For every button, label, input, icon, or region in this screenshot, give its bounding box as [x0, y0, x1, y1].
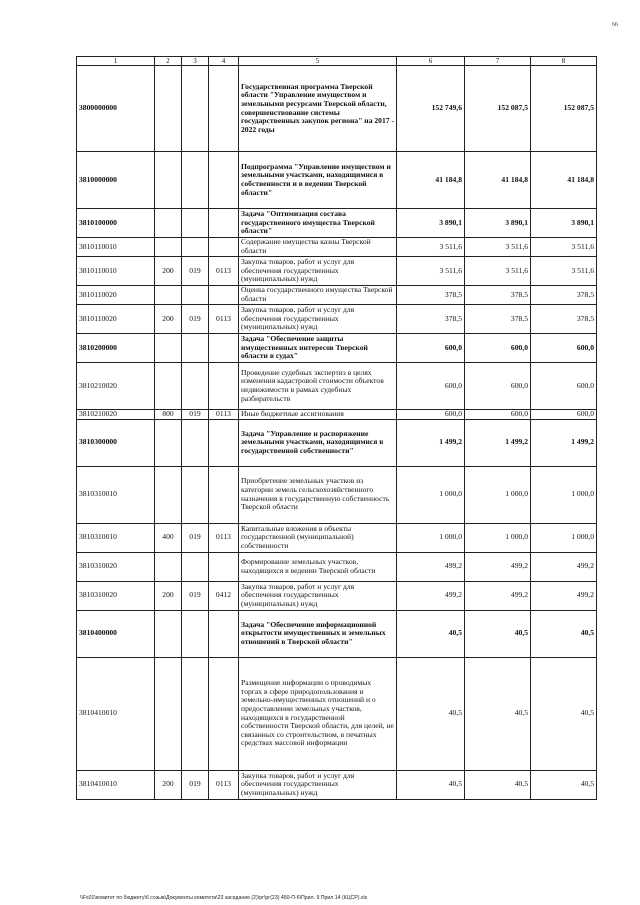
table-header-row: [77, 57, 597, 66]
amount-col8-cell: 600,0: [531, 363, 597, 410]
amount-col8-cell: 41 184,8: [531, 152, 597, 209]
item-name-cell: Подпрограмма "Управление имуществом и земельными участками, находящимися в собственности и в ведении Тверской области": [239, 152, 397, 209]
section-code-cell: [209, 610, 239, 657]
section-code-cell: [209, 238, 239, 257]
table-row: [77, 523, 597, 552]
section-code-cell: [209, 66, 239, 152]
expense-type-cell: 400: [155, 523, 182, 552]
expense-type-cell: [155, 209, 182, 238]
expense-type-cell: [155, 610, 182, 657]
item-name-cell: Закупка товаров, работ и услуг для обеспечения государственных (муниципальных) нужд: [239, 305, 397, 334]
expense-type-cell: [155, 286, 182, 305]
amount-col7-cell: 3 511,6: [465, 257, 531, 286]
amount-col6-cell: 499,2: [397, 552, 465, 581]
department-code-cell: 019: [182, 410, 209, 420]
classification-code-cell: 3810400000: [77, 610, 155, 657]
department-code-cell: [182, 610, 209, 657]
expense-type-cell: [155, 152, 182, 209]
amount-col6-cell: 40,5: [397, 657, 465, 770]
amount-col6-cell: 600,0: [397, 334, 465, 363]
classification-code-cell: 3800000000: [77, 66, 155, 152]
expense-type-cell: [155, 334, 182, 363]
section-code-cell: [209, 152, 239, 209]
budget-table: [76, 56, 597, 800]
table-row: [77, 419, 597, 466]
department-code-cell: [182, 466, 209, 523]
amount-col7-cell: 41 184,8: [465, 152, 531, 209]
amount-col8-cell: 1 499,2: [531, 419, 597, 466]
section-code-cell: [209, 657, 239, 770]
department-code-cell: [182, 152, 209, 209]
item-name-cell: Проведение судебных экспертиз в целях изменения кадастровой стоимости объектов недвижимости в рамках судебных разбирательств: [239, 363, 397, 410]
department-code-cell: 019: [182, 305, 209, 334]
table-row: [77, 257, 597, 286]
table-row: [77, 66, 597, 152]
amount-col7-cell: 3 890,1: [465, 209, 531, 238]
section-code-cell: [209, 334, 239, 363]
table-row: [77, 552, 597, 581]
section-code-cell: [209, 466, 239, 523]
amount-col8-cell: 3 511,6: [531, 257, 597, 286]
classification-code-cell: 3810310020: [77, 581, 155, 610]
classification-code-cell: 3810310010: [77, 466, 155, 523]
header-cell: 6: [397, 57, 465, 66]
header-cell: 8: [531, 57, 597, 66]
page-number: 66: [612, 22, 618, 28]
table-row: [77, 334, 597, 363]
amount-col7-cell: 378,5: [465, 286, 531, 305]
amount-col6-cell: 41 184,8: [397, 152, 465, 209]
amount-col8-cell: 378,5: [531, 305, 597, 334]
amount-col7-cell: 40,5: [465, 770, 531, 799]
department-code-cell: [182, 209, 209, 238]
item-name-cell: Задача "Оптимизация состава государственного имущества Тверской области": [239, 209, 397, 238]
amount-col7-cell: 600,0: [465, 334, 531, 363]
header-cell: 2: [155, 57, 182, 66]
amount-col8-cell: 40,5: [531, 770, 597, 799]
amount-col6-cell: 378,5: [397, 305, 465, 334]
amount-col6-cell: 40,5: [397, 610, 465, 657]
expense-type-cell: 800: [155, 410, 182, 420]
section-code-cell: 0412: [209, 581, 239, 610]
department-code-cell: [182, 286, 209, 305]
section-code-cell: 0113: [209, 523, 239, 552]
table-row: [77, 466, 597, 523]
department-code-cell: 019: [182, 581, 209, 610]
item-name-cell: Оценка государственного имущества Тверской области: [239, 286, 397, 305]
file-path-footer: \\Fs01\комитет по бюджету\6 созыв\Документы комитета\23 заседание (2)\рг\рг(23) 450-П-6\Прил. 9 Прил 14 (КЦСР).xls: [80, 895, 368, 901]
amount-col7-cell: 378,5: [465, 305, 531, 334]
department-code-cell: 019: [182, 770, 209, 799]
item-name-cell: Иные бюджетные ассигнования: [239, 410, 397, 420]
item-name-cell: Закупка товаров, работ и услуг для обеспечения государственных (муниципальных) нужд: [239, 581, 397, 610]
amount-col7-cell: 40,5: [465, 610, 531, 657]
item-name-cell: Содержание имущества казны Тверской области: [239, 238, 397, 257]
classification-code-cell: 3810410010: [77, 657, 155, 770]
section-code-cell: [209, 363, 239, 410]
department-code-cell: [182, 363, 209, 410]
table-row: [77, 581, 597, 610]
table-row: [77, 657, 597, 770]
table-row: [77, 286, 597, 305]
expense-type-cell: [155, 66, 182, 152]
header-cell: 4: [209, 57, 239, 66]
table-row: [77, 770, 597, 799]
amount-col8-cell: 3 890,1: [531, 209, 597, 238]
amount-col8-cell: 499,2: [531, 581, 597, 610]
amount-col7-cell: 1 000,0: [465, 466, 531, 523]
item-name-cell: Задача "Управление и распоряжение земельными участками, находящимися в государственной собственности": [239, 419, 397, 466]
item-name-cell: Размещение информации о проводимых торгах в сфере природопользования и земельно-имущественных отношений и о предоставлении земельных участков, находящихся в государственной собственности Тверской области, для целей, не связанных со строительством, в печатных средствах массовой информации: [239, 657, 397, 770]
section-code-cell: [209, 552, 239, 581]
expense-type-cell: 200: [155, 770, 182, 799]
amount-col6-cell: 1 499,2: [397, 419, 465, 466]
department-code-cell: 019: [182, 523, 209, 552]
amount-col6-cell: 152 749,6: [397, 66, 465, 152]
table-row: [77, 363, 597, 410]
table-row: [77, 152, 597, 209]
classification-code-cell: 3810410010: [77, 770, 155, 799]
classification-code-cell: 3810210020: [77, 363, 155, 410]
amount-col6-cell: 3 511,6: [397, 257, 465, 286]
amount-col8-cell: 600,0: [531, 410, 597, 420]
expense-type-cell: 200: [155, 257, 182, 286]
amount-col6-cell: 3 890,1: [397, 209, 465, 238]
classification-code-cell: 3810110010: [77, 257, 155, 286]
expense-type-cell: 200: [155, 581, 182, 610]
amount-col6-cell: 3 511,6: [397, 238, 465, 257]
item-name-cell: Формирование земельных участков, находящихся в ведении Тверской области: [239, 552, 397, 581]
amount-col8-cell: 40,5: [531, 657, 597, 770]
amount-col8-cell: 40,5: [531, 610, 597, 657]
expense-type-cell: [155, 238, 182, 257]
amount-col7-cell: 499,2: [465, 581, 531, 610]
classification-code-cell: 3810100000: [77, 209, 155, 238]
expense-type-cell: [155, 466, 182, 523]
department-code-cell: [182, 66, 209, 152]
amount-col8-cell: 600,0: [531, 334, 597, 363]
amount-col8-cell: 1 000,0: [531, 466, 597, 523]
amount-col8-cell: 1 000,0: [531, 523, 597, 552]
expense-type-cell: [155, 657, 182, 770]
classification-code-cell: 3810300000: [77, 419, 155, 466]
classification-code-cell: 3810110020: [77, 286, 155, 305]
section-code-cell: [209, 286, 239, 305]
department-code-cell: [182, 334, 209, 363]
classification-code-cell: 3810000000: [77, 152, 155, 209]
department-code-cell: [182, 552, 209, 581]
header-cell: 5: [239, 57, 397, 66]
amount-col8-cell: 152 087,5: [531, 66, 597, 152]
amount-col6-cell: 600,0: [397, 410, 465, 420]
section-code-cell: 0113: [209, 305, 239, 334]
amount-col6-cell: 1 000,0: [397, 466, 465, 523]
amount-col6-cell: 499,2: [397, 581, 465, 610]
department-code-cell: 019: [182, 257, 209, 286]
table-row: [77, 305, 597, 334]
section-code-cell: [209, 419, 239, 466]
classification-code-cell: 3810210020: [77, 410, 155, 420]
classification-code-cell: 3810310010: [77, 523, 155, 552]
table-row: [77, 238, 597, 257]
amount-col7-cell: 40,5: [465, 657, 531, 770]
expense-type-cell: [155, 552, 182, 581]
table-row: [77, 610, 597, 657]
department-code-cell: [182, 238, 209, 257]
table-row: [77, 410, 597, 420]
classification-code-cell: 3810110020: [77, 305, 155, 334]
amount-col7-cell: 499,2: [465, 552, 531, 581]
department-code-cell: [182, 657, 209, 770]
amount-col6-cell: 40,5: [397, 770, 465, 799]
amount-col8-cell: 378,5: [531, 286, 597, 305]
table-row: [77, 209, 597, 238]
amount-col7-cell: 1 000,0: [465, 523, 531, 552]
section-code-cell: [209, 209, 239, 238]
amount-col7-cell: 152 087,5: [465, 66, 531, 152]
header-cell: 1: [77, 57, 155, 66]
expense-type-cell: 200: [155, 305, 182, 334]
classification-code-cell: 3810200000: [77, 334, 155, 363]
amount-col7-cell: 1 499,2: [465, 419, 531, 466]
classification-code-cell: 3810310020: [77, 552, 155, 581]
item-name-cell: Задача "Обеспечение защиты имущественных интересов Тверской области в судах": [239, 334, 397, 363]
section-code-cell: 0113: [209, 410, 239, 420]
expense-type-cell: [155, 419, 182, 466]
department-code-cell: [182, 419, 209, 466]
item-name-cell: Капитальные вложения в объекты государственной (муниципальной) собственности: [239, 523, 397, 552]
section-code-cell: 0113: [209, 770, 239, 799]
header-cell: 3: [182, 57, 209, 66]
amount-col6-cell: 378,5: [397, 286, 465, 305]
item-name-cell: Задача "Обеспечение информационной открытости имущественных и земельных отношений в Тверской области": [239, 610, 397, 657]
item-name-cell: Закупка товаров, работ и услуг для обеспечения государственных (муниципальных) нужд: [239, 770, 397, 799]
amount-col8-cell: 499,2: [531, 552, 597, 581]
header-cell: 7: [465, 57, 531, 66]
amount-col8-cell: 3 511,6: [531, 238, 597, 257]
classification-code-cell: 3810110010: [77, 238, 155, 257]
amount-col7-cell: 3 511,6: [465, 238, 531, 257]
amount-col7-cell: 600,0: [465, 410, 531, 420]
amount-col6-cell: 1 000,0: [397, 523, 465, 552]
amount-col7-cell: 600,0: [465, 363, 531, 410]
amount-col6-cell: 600,0: [397, 363, 465, 410]
item-name-cell: Приобретение земельных участков из категории земель сельскохозяйственного назначения в государственную собственность Тверской области: [239, 466, 397, 523]
expense-type-cell: [155, 363, 182, 410]
item-name-cell: Закупка товаров, работ и услуг для обеспечения государственных (муниципальных) нужд: [239, 257, 397, 286]
section-code-cell: 0113: [209, 257, 239, 286]
item-name-cell: Государственная программа Тверской области "Управление имуществом и земельными ресурсами Тверской области, совершенствование системы государственных закупок региона" на 2017 - 2022 годы: [239, 66, 397, 152]
